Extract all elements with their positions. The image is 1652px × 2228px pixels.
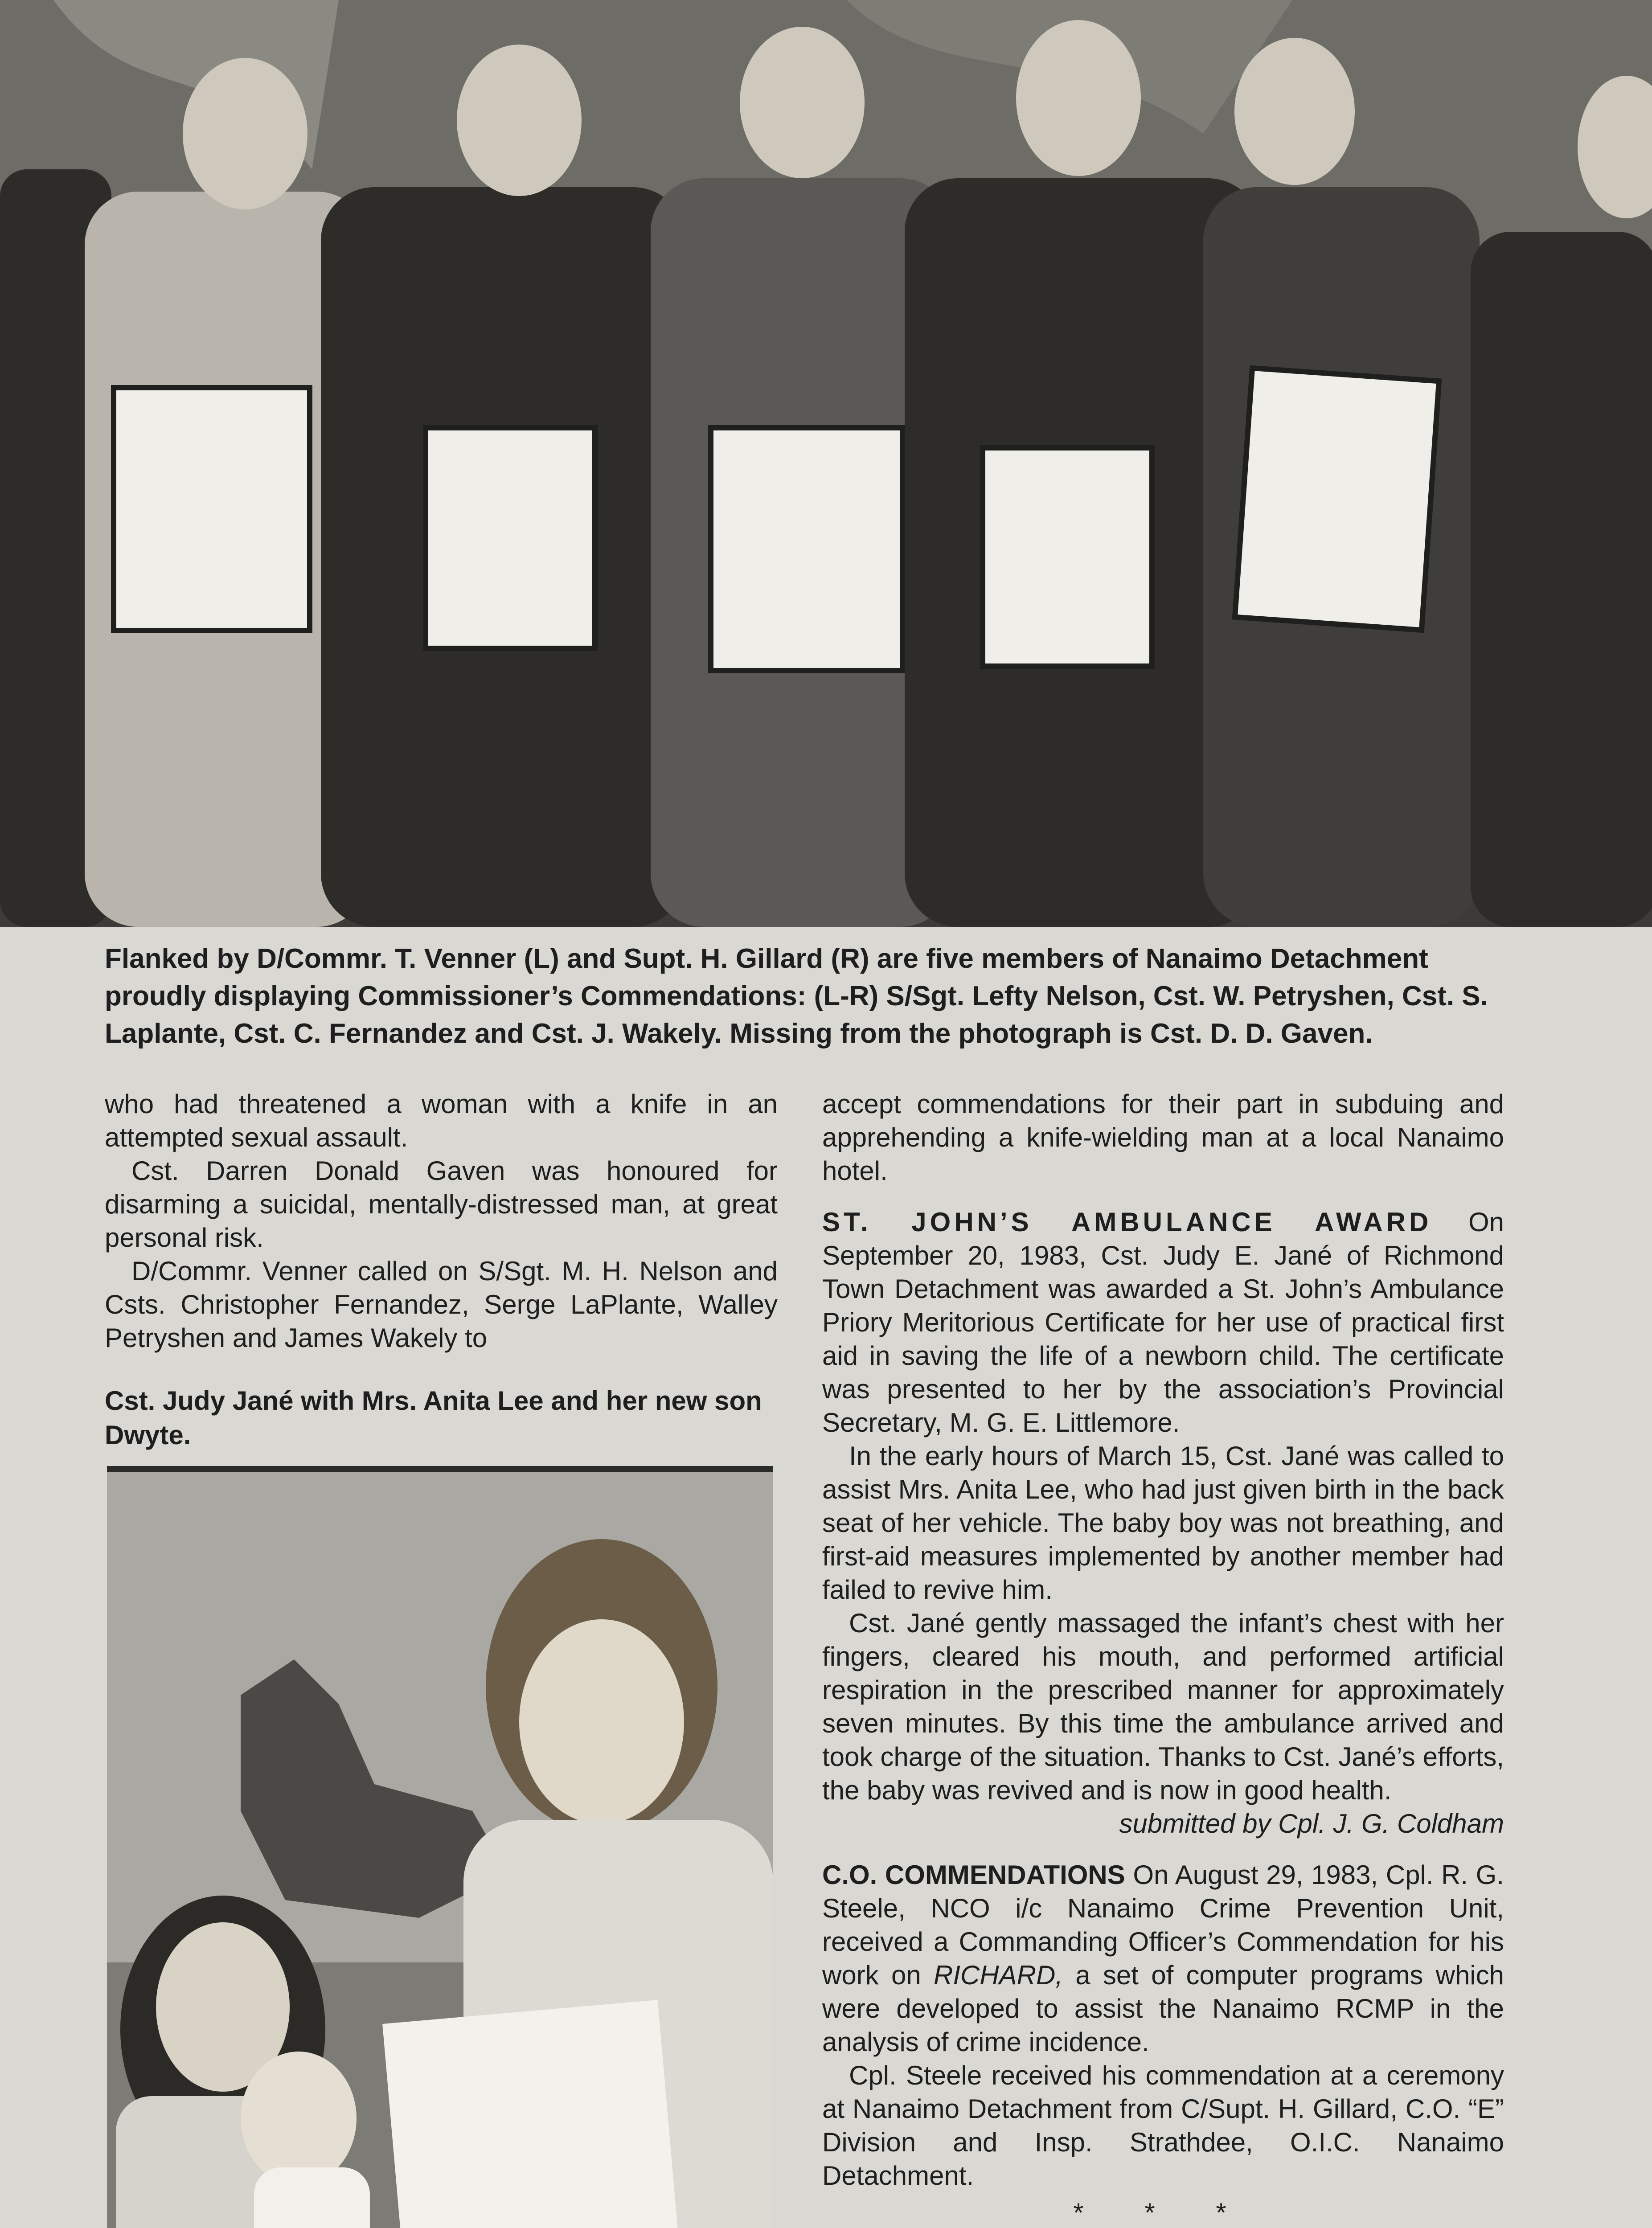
left-paragraph-2: Cst. Darren Donald Gaven was honoured for disarming a suicidal, mentally-distressed man, at great personal risk. (105, 1156, 778, 1253)
co-text-2: a set of computer programs which were developed to assist the Nanaimo RCMP in the analysis of crime incidence. (822, 1960, 1504, 2057)
section-separator-stars: * * * (1073, 2198, 1253, 2228)
left-column (105, 1087, 778, 1355)
st-john-text: On September 20, 1983, Cst. Judy E. Jané of Richmond Town Detachment was awarded a St. John’s Ambulance Priory Meritorious Certificate for her use of practical first aid in saving the life of a newborn child. The certificate was presented to her by the association’s Provincial Secretary, M. G. E. Littlemore. (822, 1207, 1504, 1438)
co-commendations-heading: C.O. COMMENDATIONS (822, 1860, 1125, 1890)
richard-program-name: RICHARD, (933, 1960, 1063, 1990)
top-photograph (0, 0, 1652, 927)
right-intro-paragraph: accept commendations for their part in subduing and apprehending a knife-wielding man at a local Nanaimo hotel. (822, 1089, 1504, 1186)
left-paragraph-3: D/Commr. Venner called on S/Sgt. M. H. Nelson and Csts. Christopher Fernandez, Serge LaPlante, Walley Petryshen and James Wakely to (105, 1256, 778, 1353)
st-john-paragraph (822, 1205, 1504, 1439)
top-photo-scene (0, 0, 1652, 927)
co-commendations-paragraph (822, 1858, 1504, 2059)
bottom-photo-caption: Cst. Judy Jané with Mrs. Anita Lee and her new son Dwyte. (105, 1386, 762, 1450)
massaged-paragraph: Cst. Jané gently massaged the infant’s chest with her fingers, cleared his mouth, and performed artificial respiration in the prescribed manner for approximately seven minutes. By this time the ambulance arrived and took charge of the situation. Thanks to Cst. Jané’s efforts, the baby was revived and is now in good health. (822, 1608, 1504, 1805)
co-text-1: On August 29, 1983, Cpl. R. G. Steele, NCO i/c Nanaimo Crime Prevention Unit, received a Commanding Officer’s Commendation for his work on (822, 1860, 1504, 1990)
st-john-heading: ST. JOHN’S AMBULANCE AWARD (822, 1207, 1432, 1237)
top-photo-caption: Flanked by D/Commr. T. Venner (L) and Supt. H. Gillard (R) are five members of Nanaimo Detachment proudly displaying Commissioner’s Commendations: (L-R) S/Sgt. Lefty Nelson, Cst. W. Petryshen, Cst. S. Laplante, Cst. C. Fernandez and Cst. J. Wakely. Missing from the photograph is Cst. D. D. Gaven. (105, 943, 1488, 1049)
right-column (822, 1087, 1504, 2228)
left-paragraph-1: who had threatened a woman with a knife in an attempted sexual assault. (105, 1089, 778, 1152)
march-paragraph: In the early hours of March 15, Cst. Jané was called to assist Mrs. Anita Lee, who had just given birth in the back seat of her vehicle. The baby boy was not breathing, and first-aid measures implemented by another member had failed to revive him. (822, 1441, 1504, 1605)
steele-paragraph: Cpl. Steele received his commendation at a ceremony at Nanaimo Detachment from C/Supt. H. Gillard, C.O. “E” Division and Insp. Strathdee, O.I.C. Nanaimo Detachment. (822, 2060, 1504, 2191)
bottom-photograph (107, 1466, 773, 2228)
submitted-by: submitted by Cpl. J. G. Coldham (1119, 1809, 1504, 1839)
bottom-photo-scene (107, 1472, 773, 2228)
